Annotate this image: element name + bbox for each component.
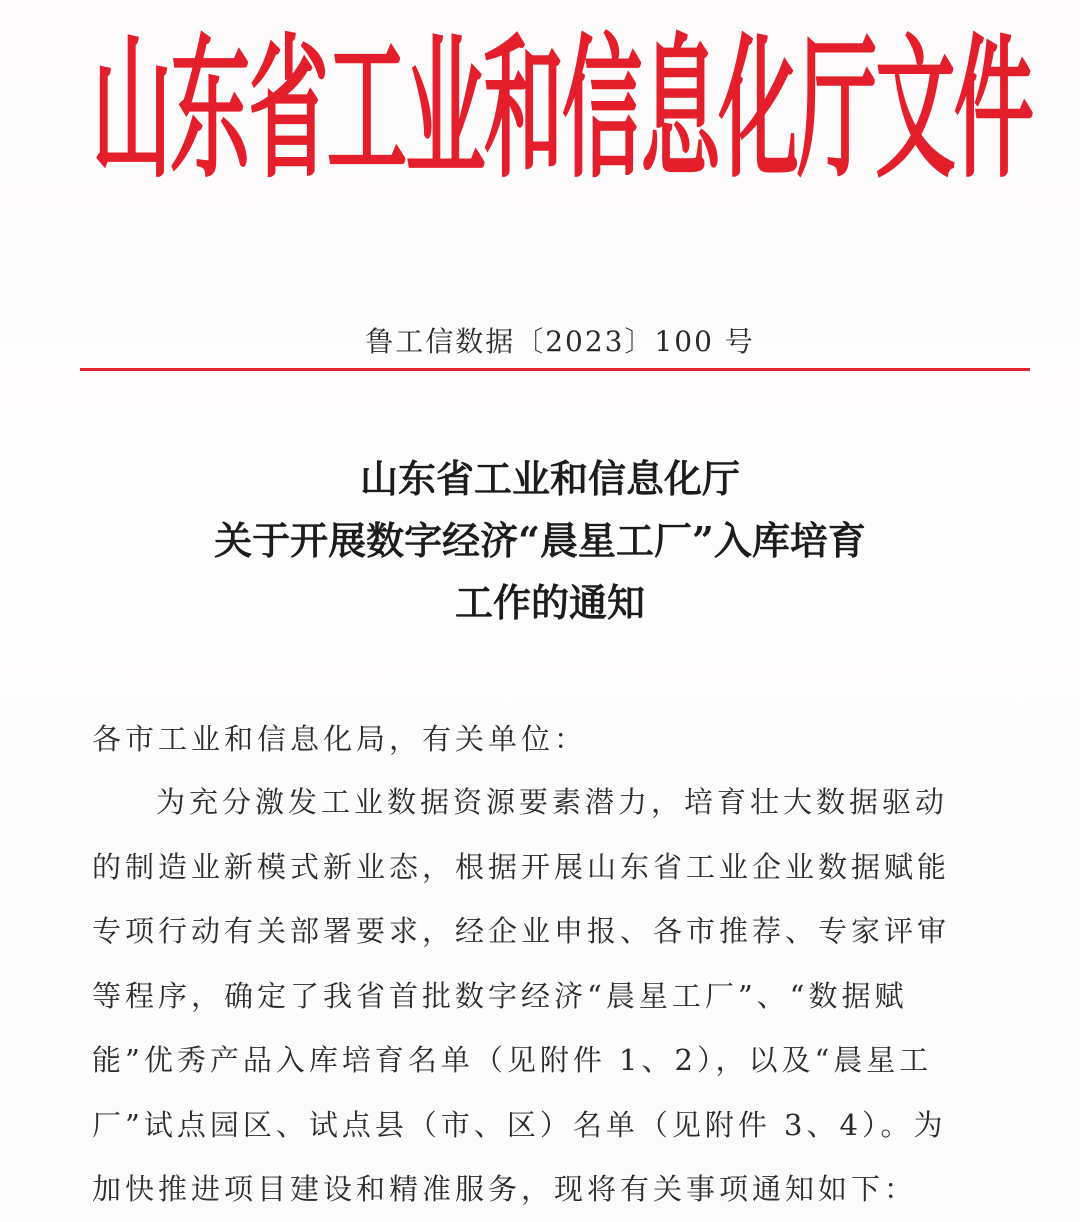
paragraph-line: 为充分激发工业数据资源要素潜力，培育壮大数据驱动: [156, 785, 949, 819]
masthead: [91, 18, 1033, 199]
notice-title: [0, 448, 1080, 634]
paragraph-line: 能”优秀产品入库培育名单（见附件 1、2），以及“晨星工: [92, 1043, 933, 1077]
salutation: 各市工业和信息化局，有关单位：: [92, 722, 588, 756]
paragraph-line: 厂”试点园区、试点县（市、区）名单（见附件 3、4）。为: [92, 1107, 947, 1142]
title-line-1: 山东省工业和信息化厅: [359, 456, 740, 501]
paragraph-line: 加快推进项目建设和精准服务，现将有关事项通知如下：: [92, 1172, 918, 1206]
document-number: 鲁工信数据〔2023〕100 号: [365, 325, 755, 358]
notice-body: [92, 708, 1012, 1222]
body-paragraph: [92, 770, 1012, 1222]
paragraph-line: 的制造业新模式新业态，根据开展山东省工业企业数据赋能: [92, 849, 951, 884]
paragraph-line: 专项行动有关部署要求，经企业申报、各市推荐、专家评审: [92, 914, 951, 948]
red-divider-rule: [80, 368, 1030, 371]
masthead-title: 山东省工业和信息化厅文件: [91, 18, 1033, 199]
paragraph-line: 等程序，确定了我省首批数字经济“晨星工厂”、“数据赋: [92, 978, 908, 1013]
title-line-2: 关于开展数字经济“晨星工厂”入库培育: [214, 518, 866, 563]
title-line-3: 工作的通知: [454, 580, 645, 625]
